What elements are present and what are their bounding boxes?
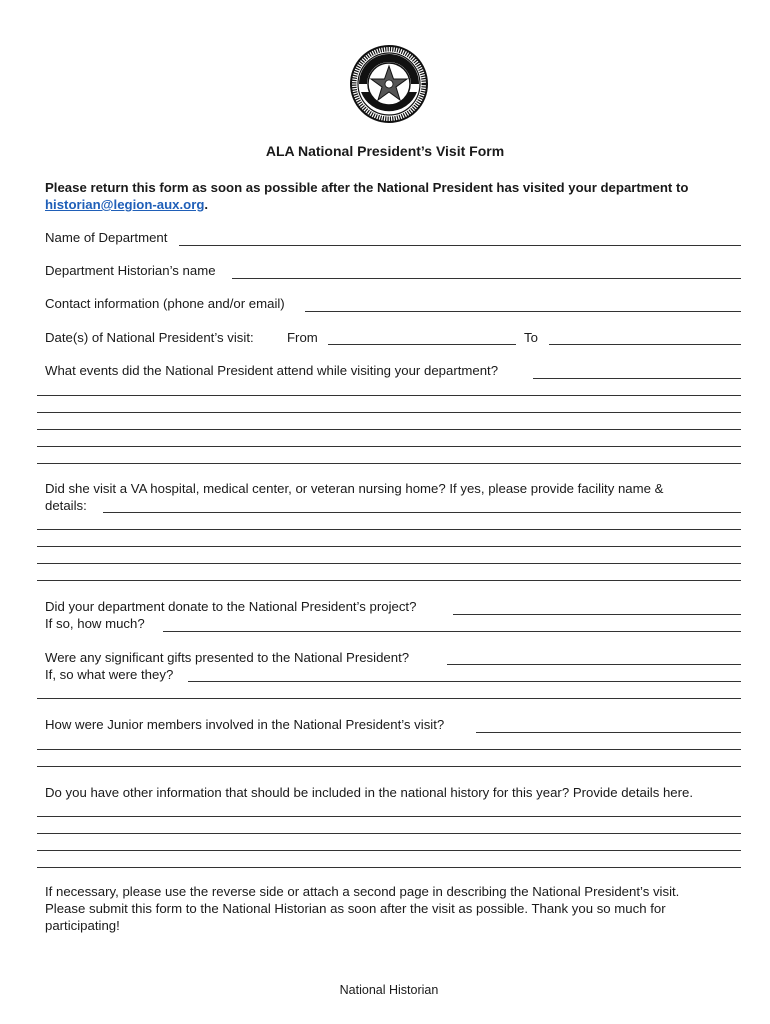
gifts-label: Were any significant gifts presented to the National President? bbox=[45, 650, 410, 665]
va-visit-label-line2: details: bbox=[45, 498, 87, 513]
events-line-5[interactable] bbox=[37, 445, 741, 464]
american-legion-auxiliary-emblem bbox=[349, 44, 429, 124]
instructions-line1: Please return this form as soon as possible after the National President has visited your department to bbox=[45, 180, 689, 195]
visit-dates-label: Date(s) of National President’s visit: bbox=[45, 330, 254, 345]
from-label: From bbox=[287, 330, 318, 345]
instructions-period: . bbox=[204, 197, 209, 212]
gifts-line-1[interactable] bbox=[37, 680, 741, 699]
events-label: What events did the National President attend while visiting your department? bbox=[45, 363, 499, 378]
from-date-field[interactable] bbox=[328, 326, 516, 345]
contact-field[interactable] bbox=[305, 293, 741, 312]
gifts-description-label: If, so what were they? bbox=[45, 667, 174, 682]
other-info-label: Do you have other information that should be included in the national history for this year? Provide details here. bbox=[45, 785, 694, 800]
donation-label: Did your department donate to the National President’s project? bbox=[45, 599, 417, 614]
historian-email-link[interactable]: historian@legion-aux.org bbox=[45, 197, 205, 212]
historian-name-label: Department Historian’s name bbox=[45, 263, 216, 278]
contact-label: Contact information (phone and/or email) bbox=[45, 296, 285, 311]
department-label: Name of Department bbox=[45, 230, 168, 245]
junior-members-label: How were Junior members involved in the National President’s visit? bbox=[45, 717, 445, 732]
va-visit-label-line1: Did she visit a VA hospital, medical center, or veteran nursing home? If yes, please provide facility name & bbox=[45, 481, 664, 496]
junior-members-line-2[interactable] bbox=[37, 748, 741, 767]
department-field[interactable] bbox=[179, 227, 741, 246]
to-date-field[interactable] bbox=[549, 326, 741, 345]
footer-national-historian: National Historian bbox=[339, 983, 439, 997]
form-title: ALA National President’s Visit Form bbox=[265, 143, 505, 159]
closing-line3: participating! bbox=[45, 918, 120, 933]
donation-amount-label: If so, how much? bbox=[45, 616, 145, 631]
donation-amount-field[interactable] bbox=[163, 613, 741, 632]
closing-line2: Please submit this form to the National Historian as soon after the visit as possible. Thank you so much for bbox=[45, 901, 666, 916]
other-info-line-4[interactable] bbox=[37, 849, 741, 868]
va-visit-line-4[interactable] bbox=[37, 562, 741, 581]
to-label: To bbox=[524, 330, 538, 345]
historian-name-field[interactable] bbox=[232, 260, 741, 279]
closing-line1: If necessary, please use the reverse side or attach a second page in describing the National President’s visit. bbox=[45, 884, 680, 899]
